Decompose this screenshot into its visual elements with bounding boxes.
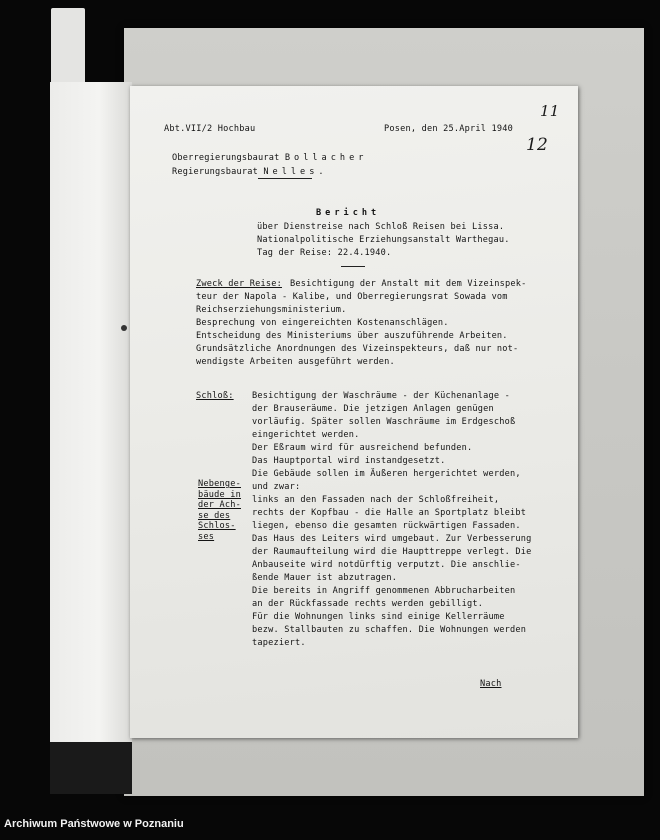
purpose-line: Besprechung von eingereichten Kostenanschlägen. [196, 318, 449, 328]
schloss-line: Das Hauptportal wird instandgesetzt. [252, 456, 446, 466]
schloss-line: an der Rückfassade rechts werden gebilligt. [252, 599, 484, 609]
nebengebaeude-label-line: ses [198, 531, 215, 542]
official-2-title: Regierungsbaurat [172, 167, 258, 177]
page-mark: 12 [526, 135, 549, 155]
report-heading: Bericht [316, 208, 381, 218]
archive-label: Archiwum Państwowe w Poznaniu [4, 818, 184, 830]
report-line-2: Nationalpolitische Erziehungsanstalt Warthegau. [257, 235, 510, 245]
continuation-note: Nach [480, 679, 502, 689]
purpose-line: Reichserziehungsministerium. [196, 305, 347, 315]
punch-hole [121, 325, 127, 331]
purpose-line: Grundsätzliche Anordnungen des Vizeinspekteurs, daß nur not- [196, 344, 519, 354]
nebengebaeude-label-line: Nebenge- [198, 479, 241, 489]
schloss-line: Besichtigung der Waschräume - der Küchenanlage - [252, 391, 510, 401]
document-page [130, 86, 578, 738]
schloss-line: bezw. Stallbauten zu schaffen. Die Wohnungen werden [252, 625, 527, 635]
schloss-line: und zwar: [252, 482, 301, 492]
binding-strip [50, 82, 132, 742]
schloss-line: Die bereits in Angriff genommenen Abbrucharbeiten [252, 586, 516, 596]
purpose-label: Zweck der Reise: [196, 279, 282, 289]
schloss-line: links an den Fassaden nach der Schloßfreiheit, [252, 495, 500, 505]
folio-mark: 11 [540, 102, 560, 120]
binding-tab [51, 8, 85, 84]
schloss-line: Der Eßraum wird für ausreichend befunden. [252, 443, 473, 453]
divider-1 [258, 178, 312, 179]
nebengebaeude-label-line: bäude in [198, 489, 241, 500]
schloss-line: Anbauseite wird notdürftig verputzt. Die anschlie- [252, 560, 521, 570]
department: Abt.VII/2 Hochbau [164, 124, 256, 134]
official-1-title: Oberregierungsbaurat [172, 153, 280, 163]
divider-2 [341, 266, 365, 267]
place-date: Posen, den 25.April 1940 [384, 124, 513, 134]
binding-shadow [50, 742, 132, 794]
report-line-1: über Dienstreise nach Schloß Reisen bei Lissa. [257, 222, 505, 232]
purpose-line: Besichtigung der Anstalt mit dem Vizeinspek- [290, 279, 527, 289]
official-1-name: Bollacher [284, 153, 368, 163]
report-line-3: Tag der Reise: 22.4.1940. [257, 248, 392, 258]
schloss-line: Für die Wohnungen links sind einige Kellerräume [252, 612, 505, 622]
schloss-line: tapeziert. [252, 638, 306, 648]
schloss-line: vorläufig. Später sollen Waschräume im Erdgeschoß [252, 417, 516, 427]
nebengebaeude-label-line: Schlos- [198, 521, 236, 531]
schloss-line: rechts der Kopfbau - die Halle an Sportplatz bleibt [252, 508, 527, 518]
schloss-line: ßende Mauer ist abzutragen. [252, 573, 398, 583]
nebengebaeude-label-line: der Ach- [198, 500, 241, 510]
schloss-label: Schloß: [196, 391, 234, 401]
official-2-name: Nelles. [263, 167, 328, 177]
purpose-line: wendigste Arbeiten ausgeführt werden. [196, 357, 395, 367]
purpose-line: teur der Napola - Kalibe, und Oberregierungsrat Sowada vom [196, 292, 508, 302]
purpose-line: Entscheidung des Ministeriums über auszuführende Arbeiten. [196, 331, 508, 341]
schloss-line: der Raumaufteilung wird die Haupttreppe verlegt. Die [252, 547, 532, 557]
schloss-line: eingerichtet werden. [252, 430, 360, 440]
schloss-line: der Brauseräume. Die jetzigen Anlagen genügen [252, 404, 494, 414]
schloss-line: liegen, ebenso die gesamten rückwärtigen Fassaden. [252, 521, 521, 531]
nebengebaeude-label-line: se des [198, 510, 231, 521]
schloss-line: Das Haus des Leiters wird umgebaut. Zur Verbesserung [252, 534, 532, 544]
official-1 [172, 152, 367, 165]
schloss-line: Die Gebäude sollen im Äußeren hergerichtet werden, [252, 469, 521, 479]
